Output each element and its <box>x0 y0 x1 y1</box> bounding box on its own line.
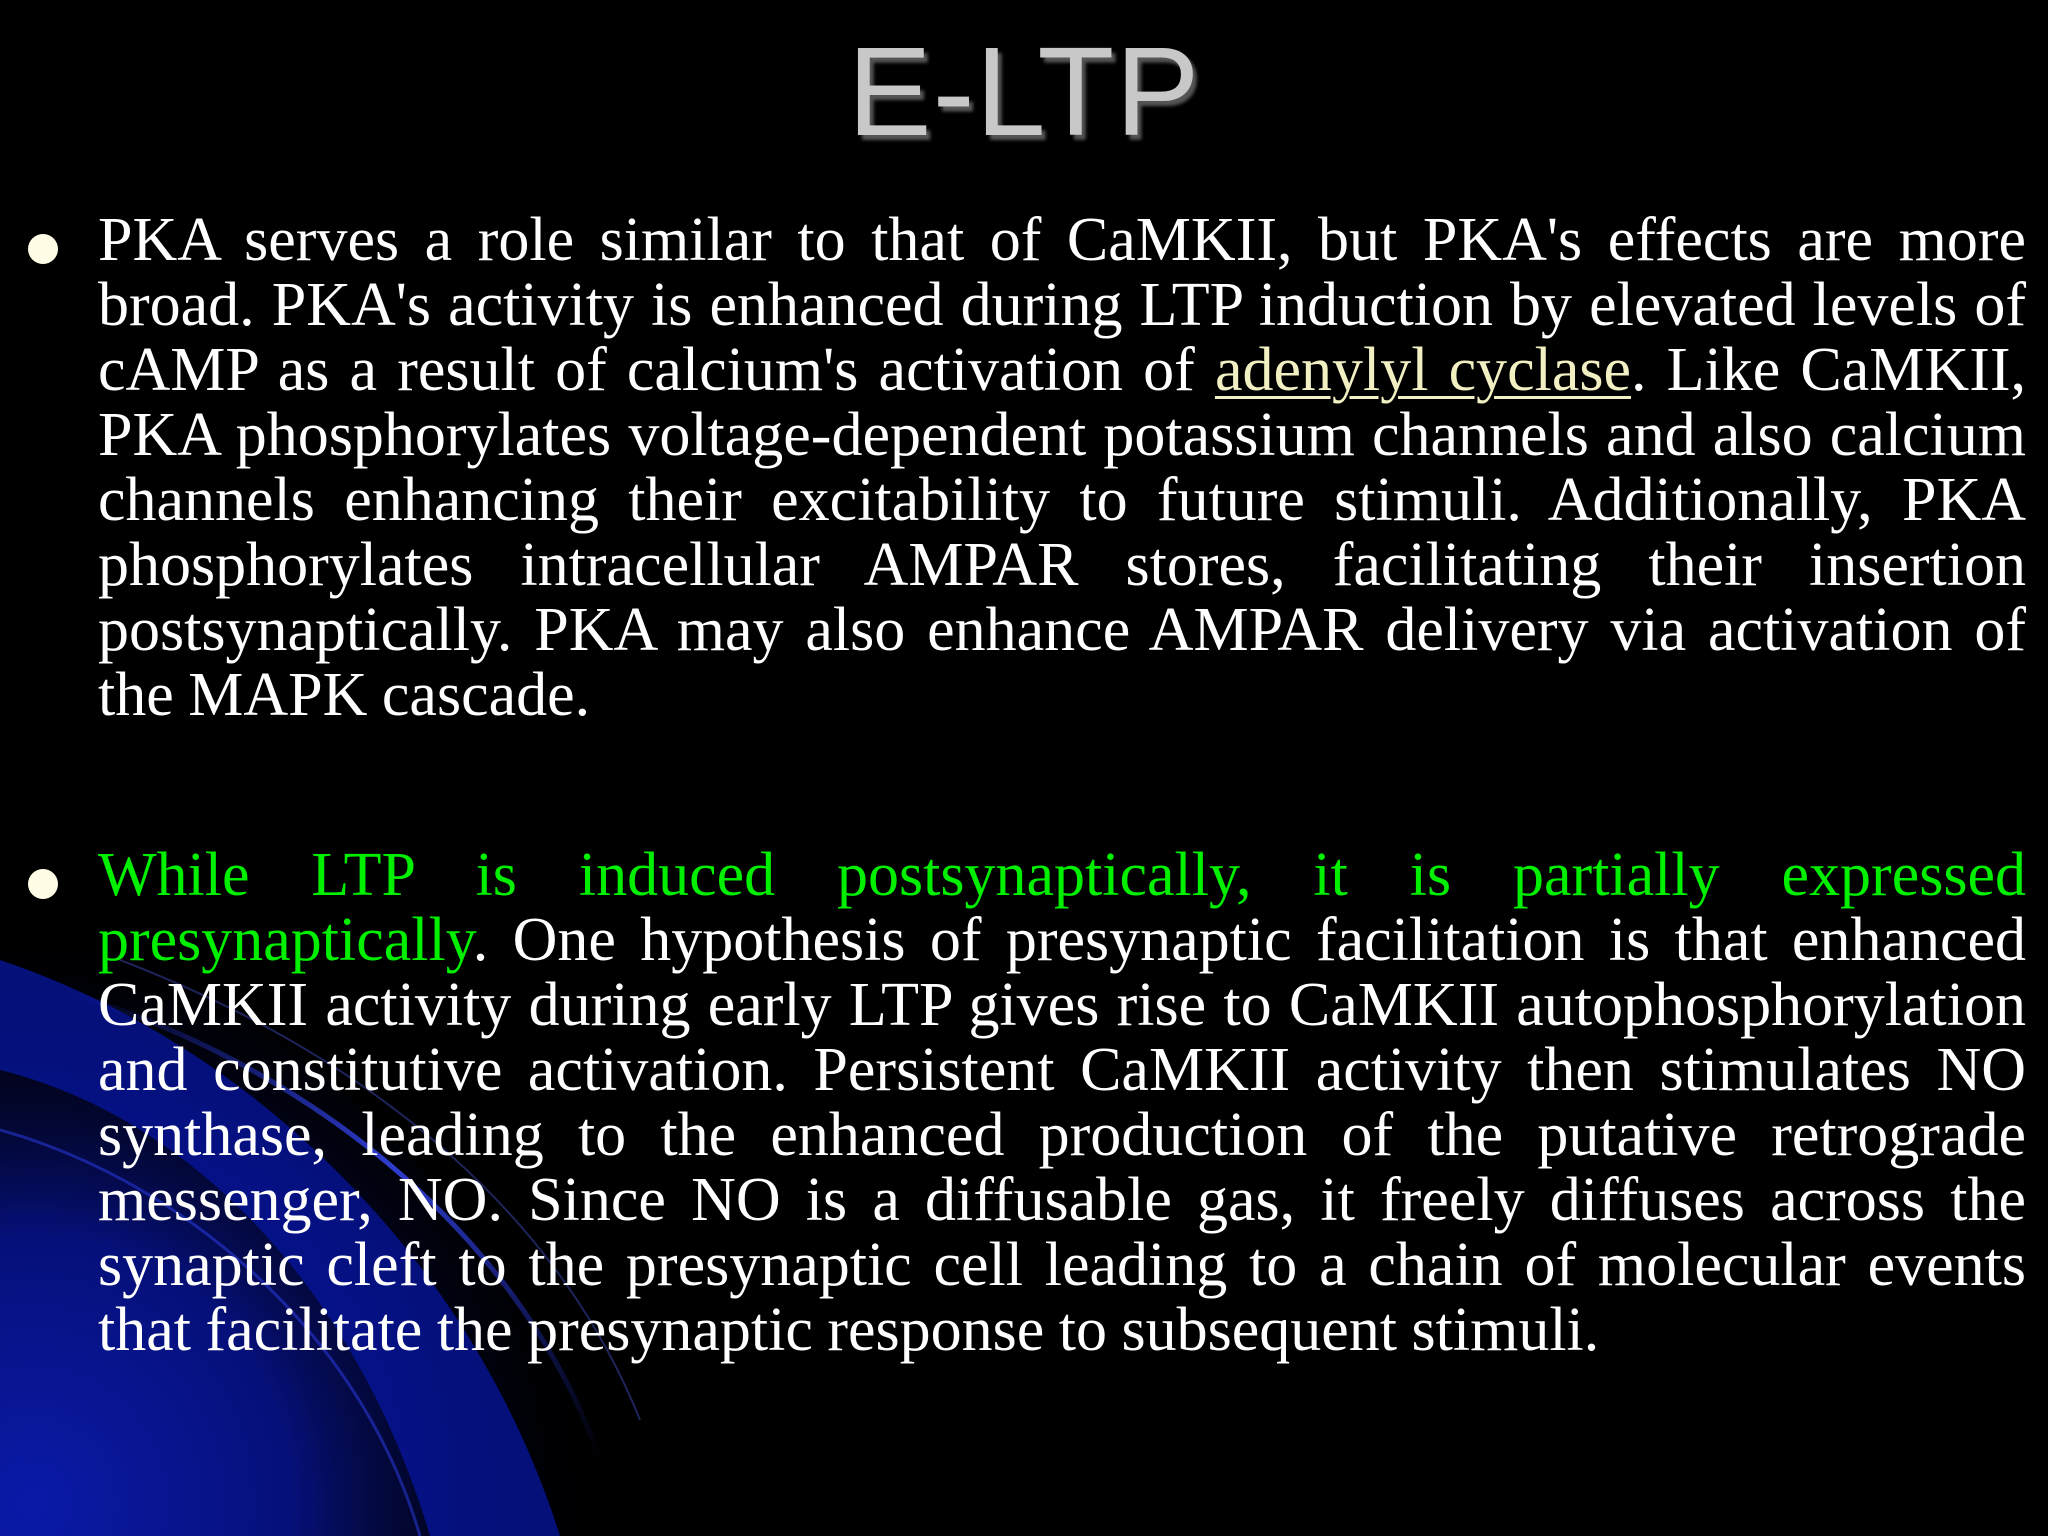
bullet-text-segment: . One hypothesis of presynaptic facilitation is that enhanced CaMKII activity during early LTP gives rise to CaMKII autophosphorylation and constitutive activation. Persistent CaMKII activity then stimulates NO synthase, leading to the enhanced production of the putative retrograde messenger, NO. Since NO is a diffusable gas, it freely diffuses across the synaptic cleft to the presynaptic cell leading to a chain of molecular events that facilitate the presynaptic response to subsequent stimuli. <box>98 906 2026 1364</box>
slide-title: E-LTP <box>847 21 1201 162</box>
bullet-dot-icon <box>28 869 58 899</box>
bullet-item-presynaptic <box>0 843 2048 1363</box>
highlighted-text: While LTP is induced postsynaptically, it is partially expressed presynaptically <box>98 841 2026 974</box>
bullet-list <box>0 208 2048 1363</box>
bullet-text <box>98 843 2026 1363</box>
adenylyl-cyclase-link[interactable]: adenylyl cyclase <box>1214 336 1632 404</box>
bullet-text-segment: . Like CaMKII, PKA phosphorylates voltage-dependent potassium channels and also calcium channels enhancing their excitability to future stimuli. Additionally, PKA phosphorylates intracellular AMPAR stores, facilitating their insertion postsynaptically. PKA may also enhance AMPAR delivery via activation of the MAPK cascade. <box>98 336 2026 729</box>
bullet-text-segment: PKA serves a role similar to that of CaMKII, but PKA's effects are more broad. PKA's activity is enhanced during LTP induction by elevated levels of cAMP as a result of calcium's activation of <box>98 206 2026 404</box>
bullet-text <box>98 208 2026 728</box>
bullet-dot-icon <box>28 234 58 264</box>
bullet-item-pka <box>0 208 2048 728</box>
